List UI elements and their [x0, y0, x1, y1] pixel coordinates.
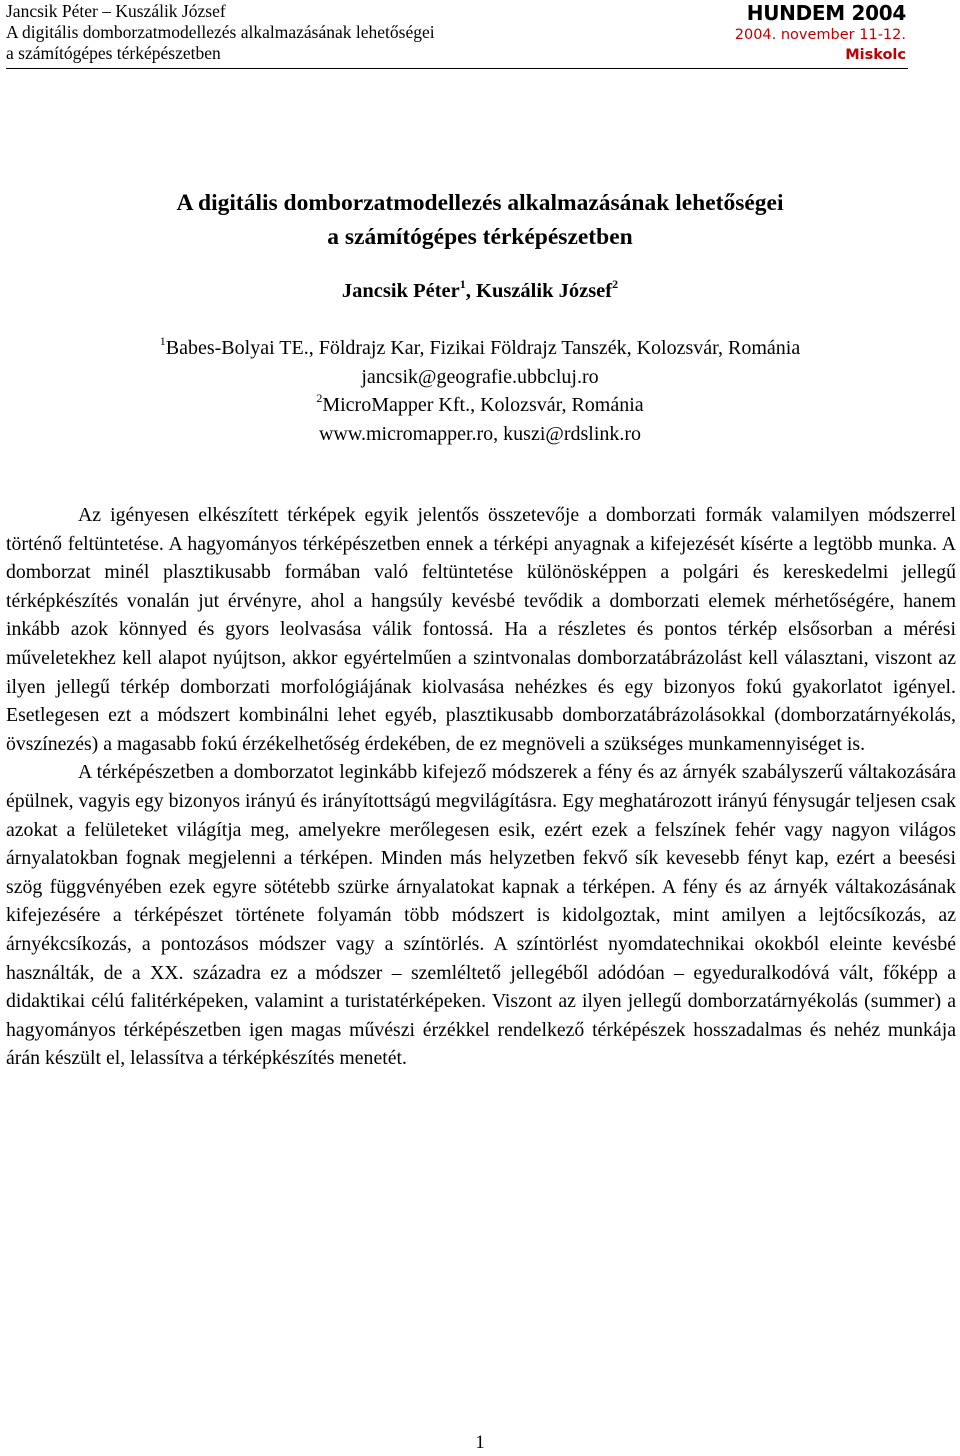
affiliation-1-mark: 1	[159, 334, 166, 348]
page-number: 1	[475, 1432, 485, 1453]
affiliation-2-text: MicroMapper Kft., Kolozsvár, Románia	[322, 394, 644, 416]
author-separator: ,	[465, 280, 476, 302]
author-1-affiliation-mark: 1	[459, 277, 466, 291]
running-header-right	[735, 1, 906, 65]
affiliation-2-mark: 2	[316, 391, 323, 405]
affiliations	[0, 334, 960, 448]
paper-title	[0, 186, 960, 254]
author-2: Kuszálik József	[476, 280, 613, 302]
header-title-line1: A digitális domborzatmodellezés alkalmazásának lehetőségei	[6, 22, 435, 42]
affiliation-2	[0, 391, 960, 420]
conference-name: HUNDEM 2004	[746, 1, 906, 25]
running-header-left	[6, 1, 435, 64]
header-authors: Jancsik Péter – Kuszálik József	[6, 1, 226, 21]
affiliation-1-email[interactable]: jancsik@geografie.ubbcluj.ro	[361, 365, 599, 388]
header-divider	[6, 68, 908, 69]
author-2-affiliation-mark: 2	[612, 277, 619, 291]
body-paragraph-2: A térképészetben a domborzatot leginkább kifejező módszerek a fény és az árnyék szabályszerű váltakozására épülnek, vagyis egy bizonyos irányú és irányítottságú megvilágításra. Egy meghatározott irányú fénysugár teljesen csak azokat a felületeket világítja meg, amelyekre merőlegesen esik, ezért ezek a felszínek fehér vagy nagyon világos árnyalatokban fognak megjelenni a térképen. Minden más helyzetben fekvő sík kevesebb fényt kap, ezért a beesési szög függvényében ezek egyre sötétebb szürke árnyalatokat kapnak a térképen. A fény és az árnyék váltakozásának kifejezésére a térképészet története folyamán több módszert is kidolgoztak, mint amilyen a lejtőcsíkozás, az árnyékcsíkozás, a pontozásos módszer vagy a színtörlés. A színtörlést nyomdatechnikai okokból eleinte kevésbé használták, de a XX. századra ez a módszer – szemléltető jellegéből adódóan – egyeduralkodóvá vált, főképp a didaktikai célú falitérképeken, valamint a turistatérképeken. Viszont az ilyen jellegű domborzatárnyékolás (summer) a hagyományos térképészetben igen magas művészi érzékkel rendelkező térképészek hosszadalmas és nehéz munkája árán készült el, lelassítva a térképkészítés menetét.	[6, 761, 956, 1070]
paper-title-line1: A digitális domborzatmodellezés alkalmazásának lehetőségei	[176, 190, 784, 216]
body-paragraph-1: Az igényesen elkészített térképek egyik jelentős összetevője a domborzati formák valamilyen módszerrel történő feltüntetése. A hagyományos térképészetben ennek a térképi anyagnak a kifejezését kísérte a legtöbb munka. A domborzat minél plasztikusabb formában való feltüntetése különösképpen a polgári és kereskedelmi jellegű térképkészítés vonalán jut érvényre, ahol a hangsúly kevésbé tevődik a domborzati elemek mérhetőségére, hanem inkább azok könnyed és gyors leolvasása válik fontossá. Ha a részletes és pontos térkép elsősorban a mérési műveletekhez kell alapot nyújtson, akkor egyértelműen a szintvonalas domborzatábrázolást kell választani, viszont az ilyen jellegű térkép domborzati morfológiájának kiolvasása nehézkes és egy bizonyos fokú gyakorlatot igényel. Esetlegesen ezt a módszert kombinálni lehet egyéb, plasztikusabb domborzatábrázolásokkal (domborzatárnyékolás, övszínezés) a magasabb fokú érzékelhetőség érdekében, de ez megnöveli a szükséges munkamennyiséget is.	[6, 504, 956, 755]
header-title-line2: a számítógépes térképészetben	[6, 43, 221, 63]
affiliation-1	[0, 334, 960, 363]
conference-city: Miskolc	[845, 47, 906, 63]
author-list	[0, 277, 960, 305]
author-1: Jancsik Péter	[341, 280, 460, 302]
paper-title-line2: a számítógépes térképészetben	[327, 224, 633, 250]
affiliation-2-contact[interactable]: www.micromapper.ro, kuszi@rdslink.ro	[318, 422, 642, 445]
affiliation-1-text: Babes-Bolyai TE., Földrajz Kar, Fizikai Földrajz Tanszék, Kolozsvár, Románia	[165, 337, 801, 359]
conference-date: 2004. november 11-12.	[734, 27, 906, 43]
body-text	[6, 501, 956, 1073]
